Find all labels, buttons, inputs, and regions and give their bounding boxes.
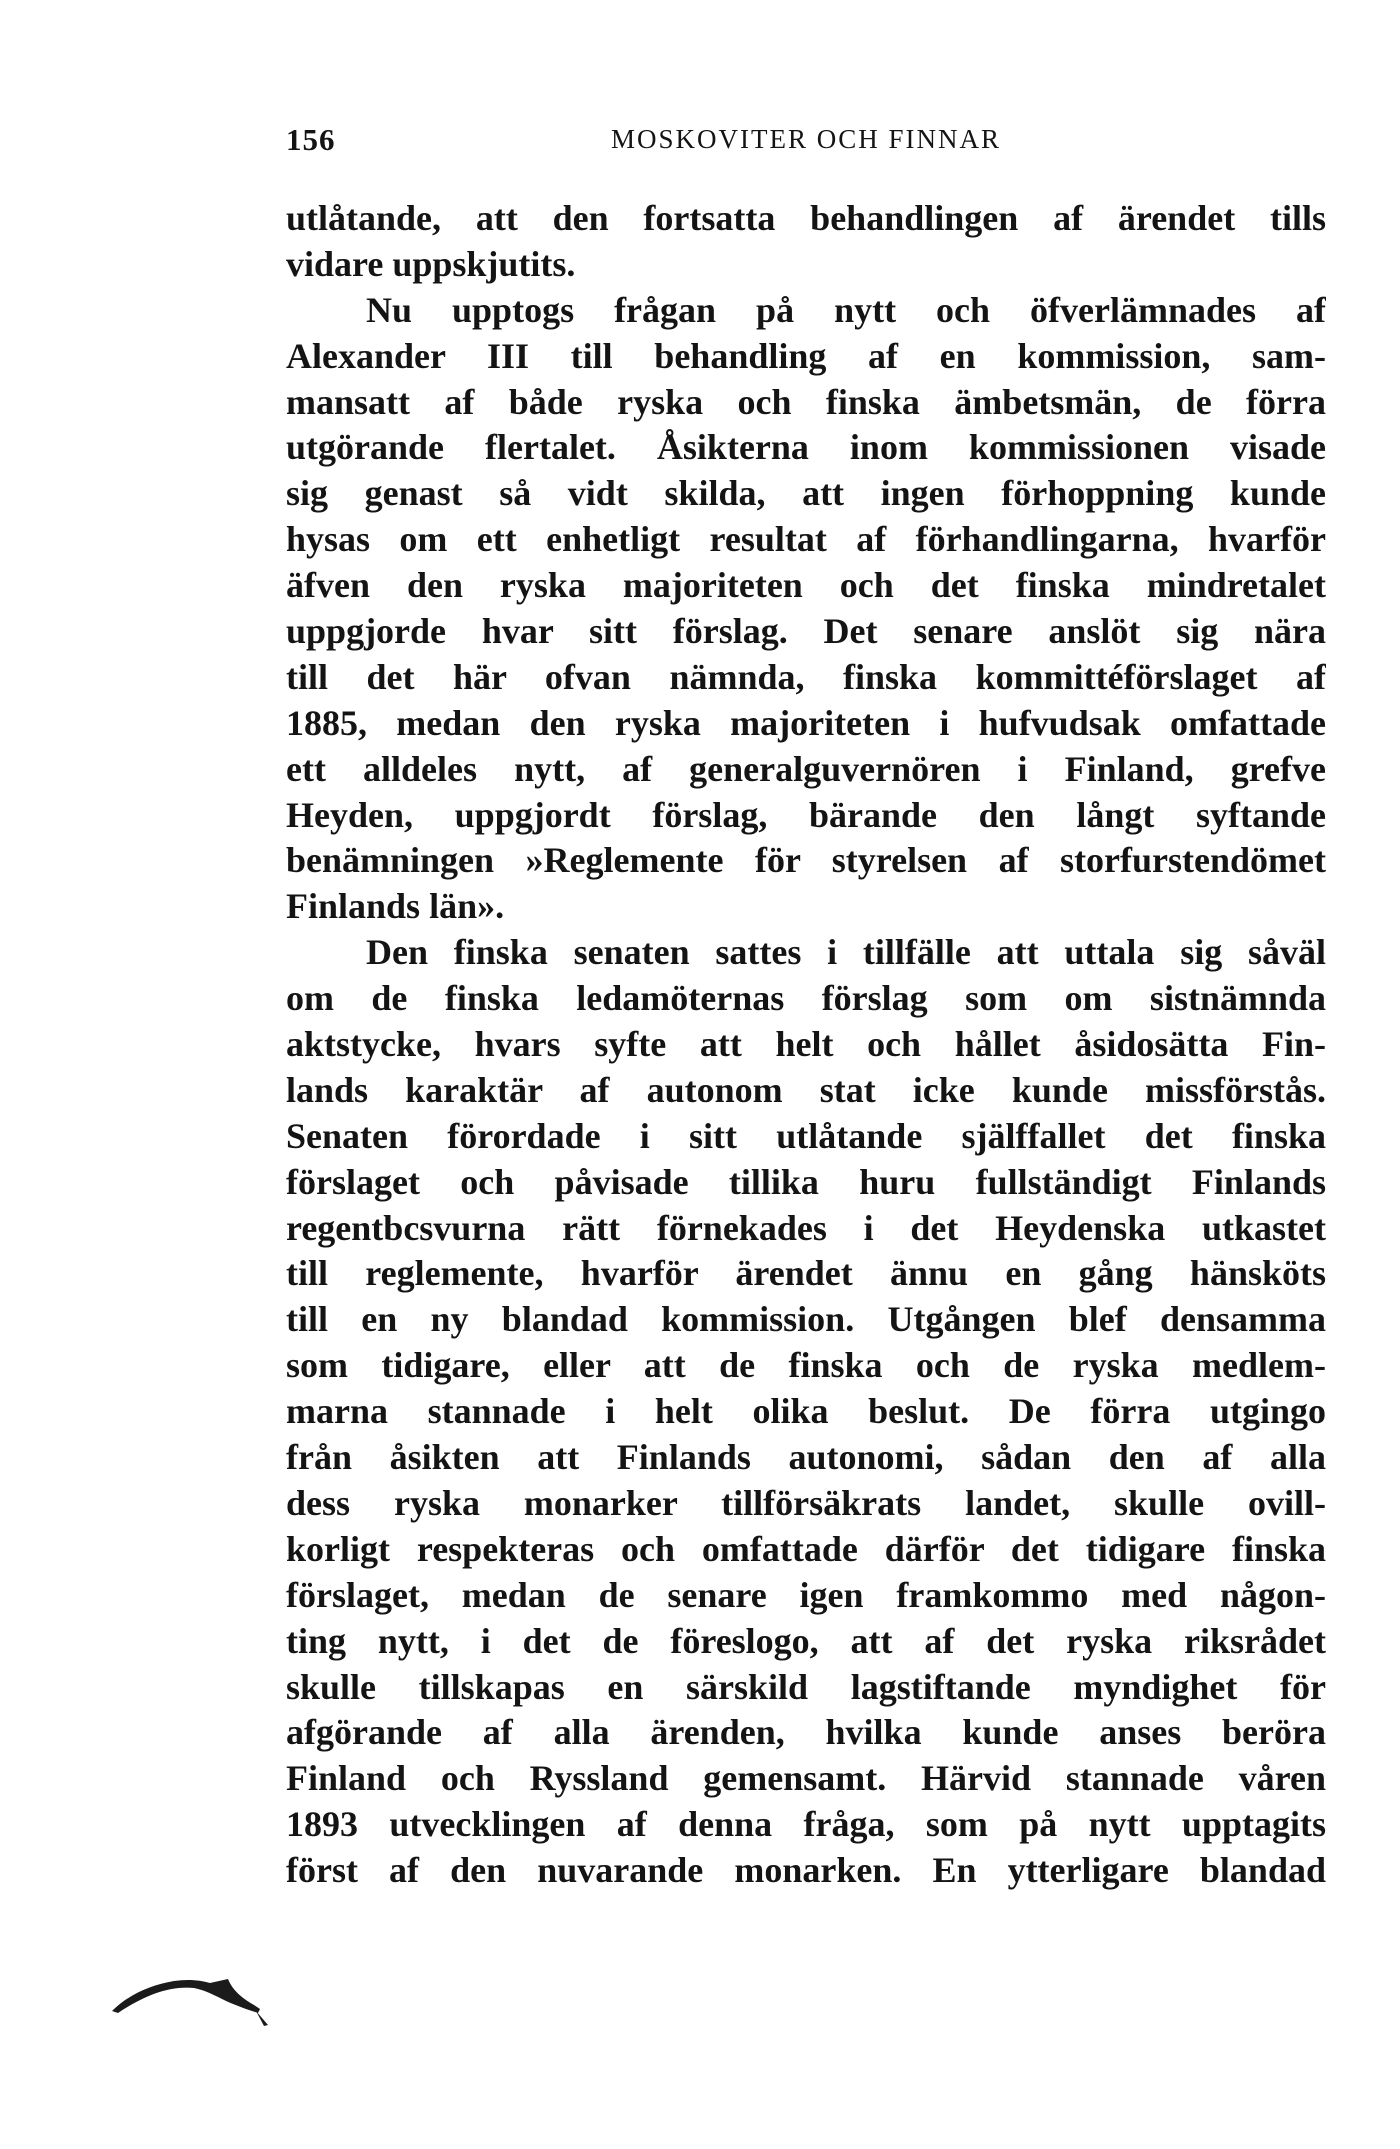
text-line: till reglemente, hvarför ärendet ännu en gång hänsköts	[286, 1253, 1326, 1294]
text-line: aktstycke, hvars syfte att helt och hållet åsidosätta Fin-	[286, 1024, 1326, 1065]
text-line: förslaget och påvisade tillika huru fullständigt Finlands	[286, 1161, 1326, 1202]
text-line: afgörande af alla ärenden, hvilka kunde anses beröra	[286, 1712, 1326, 1753]
text-line: om de finska ledamöternas förslag som om sistnämnda	[286, 978, 1326, 1019]
text-line: uppgjorde hvar sitt förslag. Det senare anslöt sig nära	[286, 611, 1326, 652]
text-line: vidare uppskjutits.	[286, 243, 576, 284]
running-head: MOSKOVITER OCH FINNAR	[610, 124, 1002, 154]
text-line: skulle tillskapas en särskild lagstiftande myndighet för	[286, 1666, 1326, 1707]
text-line: regentbcsvurna rätt förnekades i det Heydenska utkastet	[286, 1207, 1326, 1248]
text-line: till en ny blandad kommission. Utgången blef densamma	[286, 1299, 1326, 1340]
page-number: 156	[286, 122, 336, 157]
text-line: Den finska senaten sattes i tillfälle att uttala sig såväl	[366, 932, 1326, 973]
text-line: först af den nuvarande monarken. En ytterligare blandad	[286, 1850, 1326, 1891]
text-line: från åsikten att Finlands autonomi, sådan den af alla	[286, 1437, 1326, 1478]
text-line: korligt respekteras och omfattade därför det tidigare finska	[286, 1528, 1326, 1569]
text-line: hysas om ett enhetligt resultat af förhandlingarna, hvarför	[286, 519, 1326, 560]
text-line: dess ryska monarker tillförsäkrats landet, skulle ovill-	[286, 1482, 1326, 1523]
text-line: till det här ofvan nämnda, finska kommittéförslaget af	[286, 656, 1326, 697]
text-line: sig genast så vidt skilda, att ingen förhoppning kunde	[286, 473, 1326, 514]
text-line: benämningen »Reglemente för styrelsen af storfurstendömet	[286, 840, 1326, 881]
text-line: ett alldeles nytt, af generalguvernören i Finland, grefve	[286, 748, 1326, 789]
text-line: mansatt af både ryska och finska ämbetsmän, de förra	[286, 381, 1326, 422]
text-line: utlåtande, att den fortsatta behandlingen af ärendet tills	[286, 198, 1326, 238]
library-stamp-mark	[108, 1965, 278, 2035]
text-line: äfven den ryska majoriteten och det finska mindretalet	[286, 565, 1326, 606]
text-line: förslaget, medan de senare igen framkommo med någon-	[286, 1574, 1326, 1615]
text-line: Finlands län».	[286, 886, 505, 927]
text-line: Senaten förordade i sitt utlåtande själffallet det finska	[286, 1115, 1326, 1156]
text-line: Alexander III till behandling af en kommission, sam-	[286, 335, 1326, 376]
text-line: ting nytt, i det de föreslogo, att af det ryska riksrådet	[286, 1620, 1326, 1661]
text-line: 1885, medan den ryska majoriteten i hufvudsak omfattade	[286, 702, 1326, 743]
text-line: Nu upptogs frågan på nytt och öfverlämnades af	[366, 289, 1326, 330]
text-line: marna stannade i helt olika beslut. De förra utgingo	[286, 1391, 1326, 1432]
text-line: utgörande flertalet. Åsikterna inom kommissionen visade	[286, 427, 1326, 468]
text-line: lands karaktär af autonom stat icke kunde missförstås.	[286, 1069, 1326, 1110]
text-line: 1893 utvecklingen af denna fråga, som på nytt upptagits	[286, 1804, 1326, 1845]
page-header	[286, 122, 1326, 162]
text-line: Heyden, uppgjordt förslag, bärande den långt syftande	[286, 794, 1326, 835]
text-line: Finland och Ryssland gemensamt. Härvid stannade våren	[286, 1758, 1326, 1799]
body-text	[286, 196, 1326, 1894]
text-line: som tidigare, eller att de finska och de ryska medlem-	[286, 1345, 1326, 1386]
